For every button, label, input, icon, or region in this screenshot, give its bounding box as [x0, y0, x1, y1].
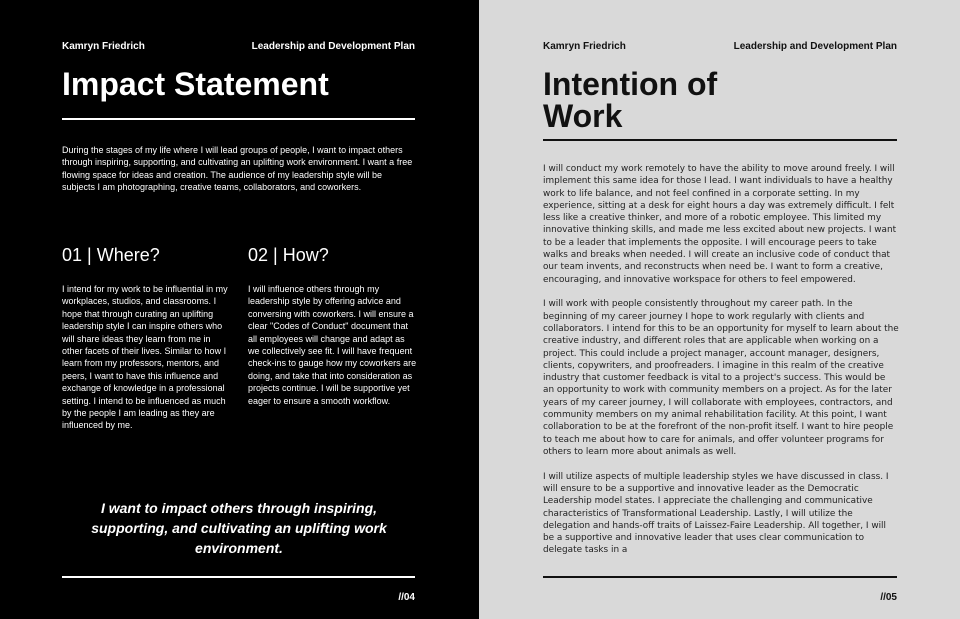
title-divider	[543, 139, 897, 141]
right-page	[479, 0, 960, 619]
paragraph-collaboration: I will work with people consistently throughout my career path. In the beginning of my career journey I hope to work regularly with clients and collaborators. I intend for this to be an opportunity for myself to learn about the creative industry, and different roles that are applicable when working on a project. This could include a project manager, account manager, designers, clients, copywriters, and proofreaders. I imagine in this realm of the creative industry that customer feedback is vital to a project's success. This would be an opportunity to work with community members on a project. As for the later years of my career journey, I will collaborate with employees, contractors, and community members on my animal rehabilitation facility. At this point, I want collaboration to be at the forefront of the non-profit itself. I want to hire people to teach me about how to care for animals, and offer volunteer programs for others to learn more about animals as well.	[543, 299, 899, 457]
section-heading-where: 01 | Where?	[62, 245, 160, 265]
author-name: Kamryn Friedrich	[543, 41, 626, 52]
section-text-where: I intend for my work to be influential in my workplaces, studios, and classrooms. I hope that through curating an uplifting leadership style I can inspire others who will share ideas they learn from me in other facets of their lives. Similar to how I learn from my professors, mentors, and peers, I want to have this influence and exchange of knowledge in a professional setting. I intend to be influenced as much by the people I am leading as they are influenced by me.	[62, 284, 228, 431]
page-title: Intention of Work	[543, 66, 718, 134]
body-text	[543, 163, 899, 569]
intro-paragraph: During the stages of my life where I will lead groups of people, I want to impact others through inspiring, supporting, and cultivating an uplifting work environment. I want a free flowing space for ideas and creation. The audience of my leadership style will be subjects I am photographing, creative teams, collaborators, and coworkers.	[62, 145, 413, 193]
document-title: Leadership and Development Plan	[733, 41, 897, 52]
page-number: //05	[880, 592, 897, 603]
pull-quote: I want to impact others through inspiring, supporting, and cultivating an uplifting work environment.	[91, 500, 387, 556]
section-text-how: I will influence others through my leadership style by offering advice and conversing with coworkers. I will ensure a clear "Codes of Conduct" document that all employees will change and adapt as we collectively see fit. I will have frequent check-ins to gauge how my coworkers are doing, and take that into consideration as projects continue. I will be supportive yet eager to ensure a smooth workflow.	[248, 284, 417, 406]
paragraph-remote-work: I will conduct my work remotely to have the ability to move around freely. I will implement this same idea for those I lead. I want individuals to have a healthy work to life balance, and not feel confined in a corporate setting. In my experience, sitting at a desk for eight hours a day was extremely difficult. I felt less like a creative thinker, and more of a robotic employee. This limited my innovative thinking skills, and made me less excited about new projects. I want to be a leader that implements the opposite. I will encourage peers to take walks and breaks when needed. I will create an inclusive code of conduct that our team invents, and reconstructs when need be. I want to form a creative, encouraging, and innovative workspace for others to feel empowered.	[543, 164, 897, 285]
page-title: Impact Statement	[62, 66, 329, 102]
document-title: Leadership and Development Plan	[251, 41, 415, 52]
footer-divider	[62, 576, 415, 578]
author-name: Kamryn Friedrich	[62, 41, 145, 52]
page-number: //04	[398, 592, 415, 603]
left-page	[0, 0, 479, 619]
section-heading-how: 02 | How?	[248, 245, 329, 265]
title-divider	[62, 118, 415, 120]
footer-divider	[543, 576, 897, 578]
paragraph-leadership-styles: I will utilize aspects of multiple leadership styles we have discussed in class. I will ensure to be a supportive and innovative leader as the Democratic Leadership model states. I appreciate the challenging and communicative characteristics of Transformational Leadership. Lastly, I will utilize the delegation and hands-off traits of Laissez-Faire Leadership. All together, I will be a supportive and innovative leader that uses clear communication to delegate tasks in a	[543, 471, 889, 556]
